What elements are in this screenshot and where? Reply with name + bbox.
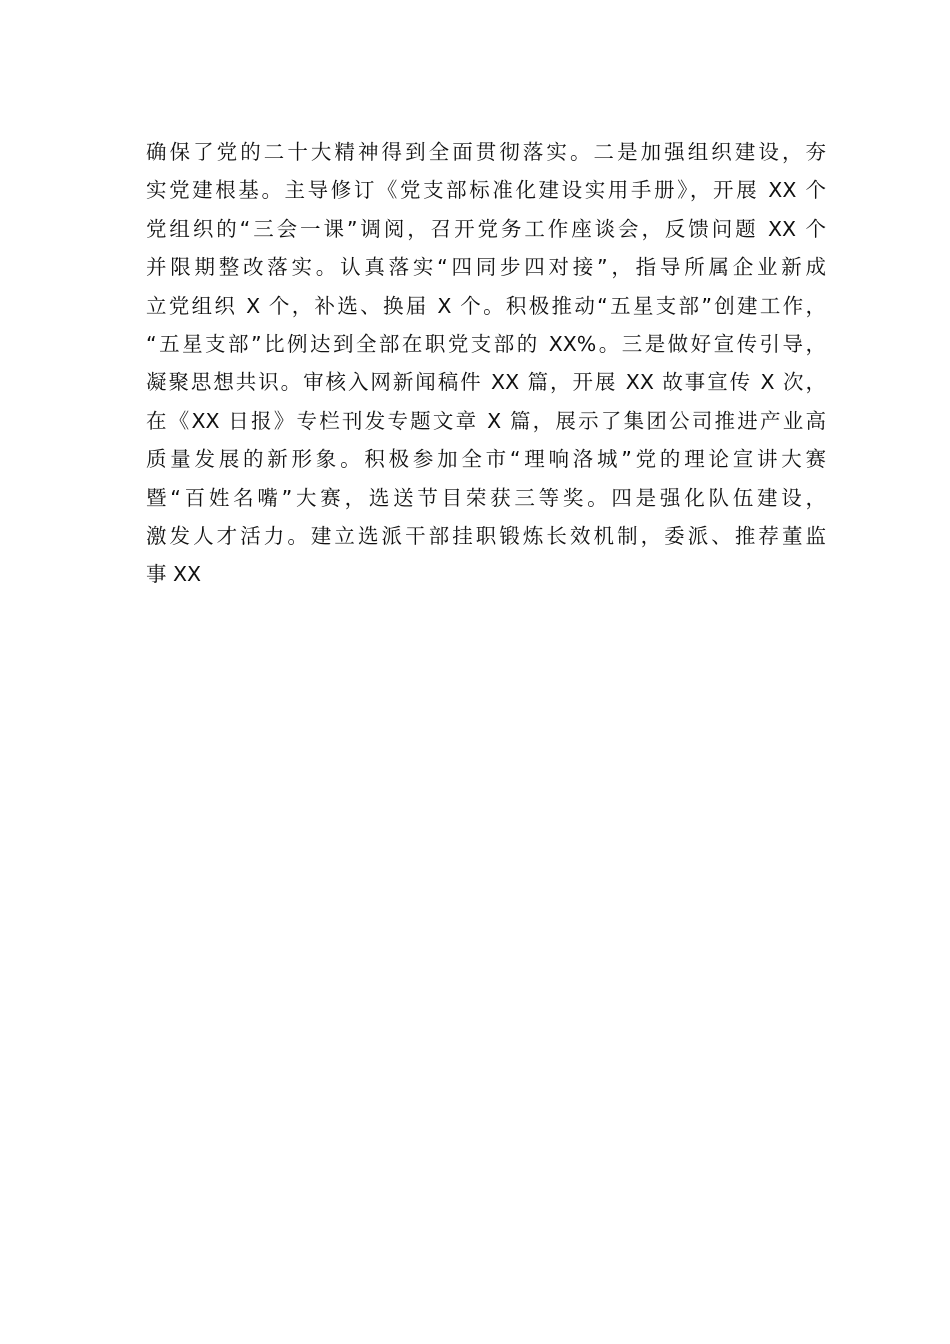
text-line: 凝聚思想共识。审核入网新闻稿件 XX 篇，开展 XX 故事宣传 X 次， <box>146 370 826 395</box>
body-paragraph <box>146 133 826 594</box>
text-line: 激发人才活力。建立选派干部挂职锻炼长效机制，委派、推荐董监 <box>146 523 826 548</box>
text-line: 质量发展的新形象。积极参加全市“理响洛城”党的理论宣讲大赛 <box>146 447 826 472</box>
text-line: 立党组织 X 个，补选、换届 X 个。积极推动“五星支部”创建工作， <box>146 293 826 318</box>
text-line: 在《XX 日报》专栏刊发专题文章 X 篇，展示了集团公司推进产业高 <box>146 408 826 433</box>
text-line: “五星支部”比例达到全部在职党支部的 XX%。三是做好宣传引导， <box>146 331 826 356</box>
text-line: 并限期整改落实。认真落实“四同步四对接”，指导所属企业新成 <box>146 255 826 280</box>
text-line: 实党建根基。主导修订《党支部标准化建设实用手册》，开展 XX 个 <box>146 178 826 203</box>
text-line: 事 XX <box>146 562 202 587</box>
text-line: 确保了党的二十大精神得到全面贯彻落实。二是加强组织建设，夯 <box>146 140 826 164</box>
text-line: 暨“百姓名嘴”大赛，选送节目荣获三等奖。四是强化队伍建设， <box>146 485 826 510</box>
text-line: 党组织的“三会一课”调阅，召开党务工作座谈会，反馈问题 XX 个 <box>146 216 826 241</box>
